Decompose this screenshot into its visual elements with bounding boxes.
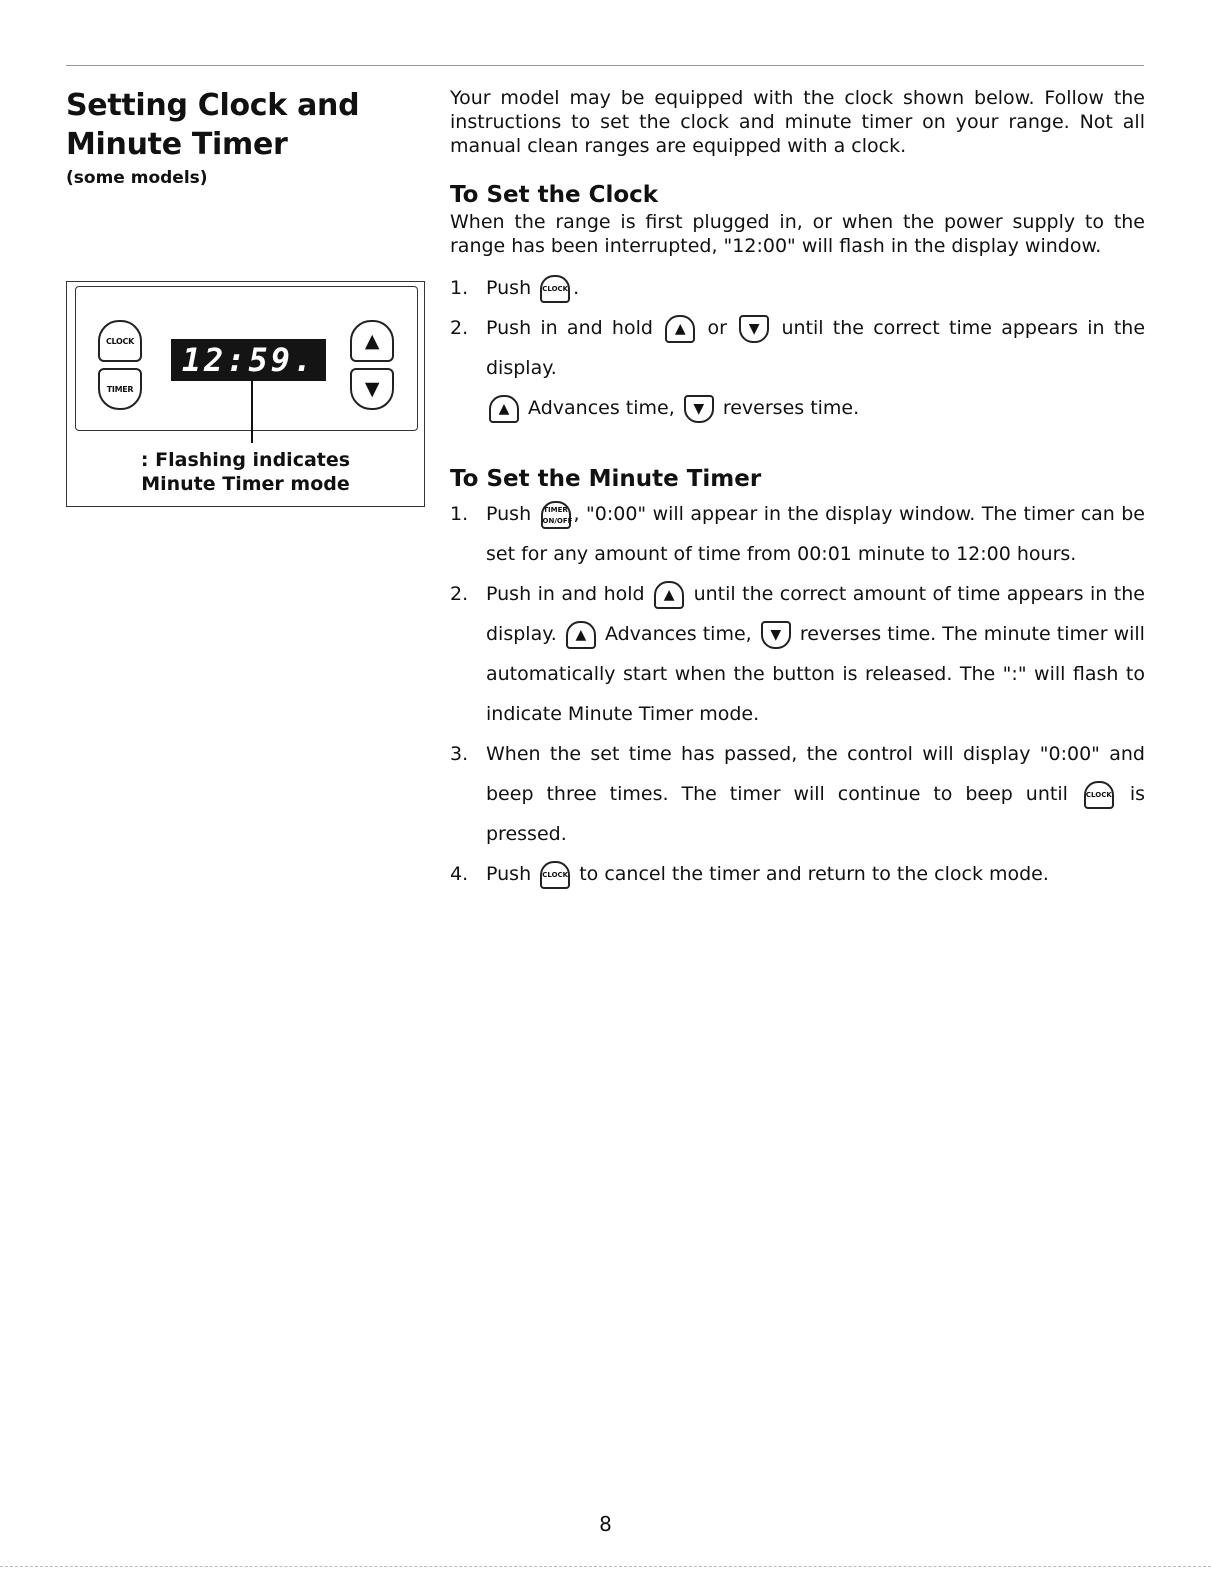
note-text: Advances time, bbox=[528, 397, 675, 419]
advance-reverse-note bbox=[450, 388, 1145, 428]
up-glyph: ▲ bbox=[575, 626, 587, 643]
down-glyph: ▼ bbox=[748, 320, 760, 337]
step-text: Push bbox=[486, 277, 532, 299]
subtitle: (some models) bbox=[66, 168, 208, 188]
clock-icon: CLOCK bbox=[540, 861, 570, 889]
step-text: Advances time, bbox=[604, 623, 752, 645]
down-arrow-icon bbox=[761, 621, 791, 649]
set-timer-heading: To Set the Minute Timer bbox=[450, 466, 762, 492]
step-text: to cancel the timer and return to the clock mode. bbox=[579, 863, 1049, 885]
title-line-1: Setting Clock and bbox=[66, 88, 360, 123]
down-arrow-icon bbox=[684, 395, 714, 423]
top-rule bbox=[66, 65, 1144, 66]
clock-display: 12:59. bbox=[171, 339, 326, 381]
timer-button[interactable]: TIMER bbox=[98, 368, 142, 410]
left-button-pair bbox=[98, 320, 144, 412]
up-glyph: ▲ bbox=[674, 320, 686, 337]
control-panel bbox=[75, 286, 418, 431]
page-number: 8 bbox=[599, 1512, 612, 1536]
bottom-rule bbox=[0, 1566, 1211, 1567]
list-item bbox=[450, 308, 1145, 388]
step-number: 1. bbox=[450, 277, 469, 299]
list-item bbox=[450, 494, 1145, 574]
caption-pointer-line bbox=[251, 381, 253, 443]
instructions-column bbox=[450, 86, 1145, 894]
step-number: 4. bbox=[450, 863, 469, 885]
down-button[interactable] bbox=[350, 368, 394, 410]
section-title-block bbox=[66, 86, 406, 188]
clock-icon: CLOCK bbox=[540, 275, 570, 303]
clock-icon: CLOCK bbox=[1084, 781, 1114, 809]
list-item bbox=[450, 734, 1145, 854]
timer-label: TIMER bbox=[543, 505, 568, 514]
step-text: When the set time has passed, the control will display "0:00" and beep three times. The timer will continue to beep until bbox=[486, 743, 1145, 805]
set-clock-steps bbox=[450, 268, 1145, 388]
intro-paragraph: Your model may be equipped with the clock shown below. Follow the instructions to set the clock and minute timer on your range. Not all manual clean ranges are equipped with a clock. bbox=[450, 87, 1145, 157]
step-number: 2. bbox=[450, 317, 469, 339]
up-arrow-icon bbox=[566, 621, 596, 649]
set-clock-body: When the range is first plugged in, or when the power supply to the range has been interrupted, "12:00" will flash in the display window. bbox=[450, 211, 1145, 257]
up-arrow-icon bbox=[665, 315, 695, 343]
list-item bbox=[450, 268, 1145, 308]
caption-line-2: Minute Timer mode bbox=[141, 473, 350, 495]
step-text: until the correct amount of time appears in the display. bbox=[486, 583, 1145, 645]
step-text: reverses time. The minute timer will automatically start when the button is released. The ":" will flash to indicate Minute Timer mode. bbox=[486, 623, 1145, 725]
up-arrow-icon: ▲ bbox=[364, 330, 380, 352]
up-arrow-icon bbox=[489, 395, 519, 423]
figure-caption bbox=[67, 448, 424, 496]
down-glyph: ▼ bbox=[770, 626, 782, 643]
title-line-2: Minute Timer bbox=[66, 127, 288, 162]
on-off-label: ON/OFF bbox=[542, 516, 573, 525]
step-text: until the correct time appears in the display. bbox=[486, 317, 1146, 379]
set-clock-heading: To Set the Clock bbox=[450, 182, 659, 208]
step-text: is pressed. bbox=[486, 783, 1145, 845]
up-arrow-icon bbox=[654, 581, 684, 609]
list-item bbox=[450, 574, 1145, 734]
up-glyph: ▲ bbox=[498, 400, 510, 417]
up-button[interactable] bbox=[350, 320, 394, 362]
step-number: 1. bbox=[450, 503, 469, 525]
step-number: 2. bbox=[450, 583, 469, 605]
down-arrow-icon: ▼ bbox=[364, 378, 380, 400]
step-text: , "0:00" will appear in the display window. The timer can be set for any amount of time from 00:01 minute to 12:00 hours. bbox=[486, 503, 1145, 565]
up-glyph: ▲ bbox=[663, 586, 675, 603]
step-text: Push bbox=[486, 503, 532, 525]
down-arrow-icon bbox=[739, 315, 769, 343]
down-glyph: ▼ bbox=[693, 400, 705, 417]
list-item bbox=[450, 854, 1145, 894]
page-title bbox=[66, 86, 406, 164]
control-panel-figure bbox=[66, 281, 425, 507]
set-timer-steps bbox=[450, 494, 1145, 894]
step-number: 3. bbox=[450, 743, 469, 765]
step-text: Push in and hold bbox=[486, 317, 653, 339]
step-text: or bbox=[707, 317, 727, 339]
clock-button[interactable]: CLOCK bbox=[98, 320, 142, 362]
step-text: Push in and hold bbox=[486, 583, 645, 605]
step-text: . bbox=[573, 277, 580, 299]
right-button-pair bbox=[350, 320, 396, 412]
timer-on-off-icon bbox=[541, 501, 571, 529]
step-text: Push bbox=[486, 863, 532, 885]
note-text: reverses time. bbox=[722, 397, 860, 419]
caption-line-1: : Flashing indicates bbox=[140, 449, 351, 471]
